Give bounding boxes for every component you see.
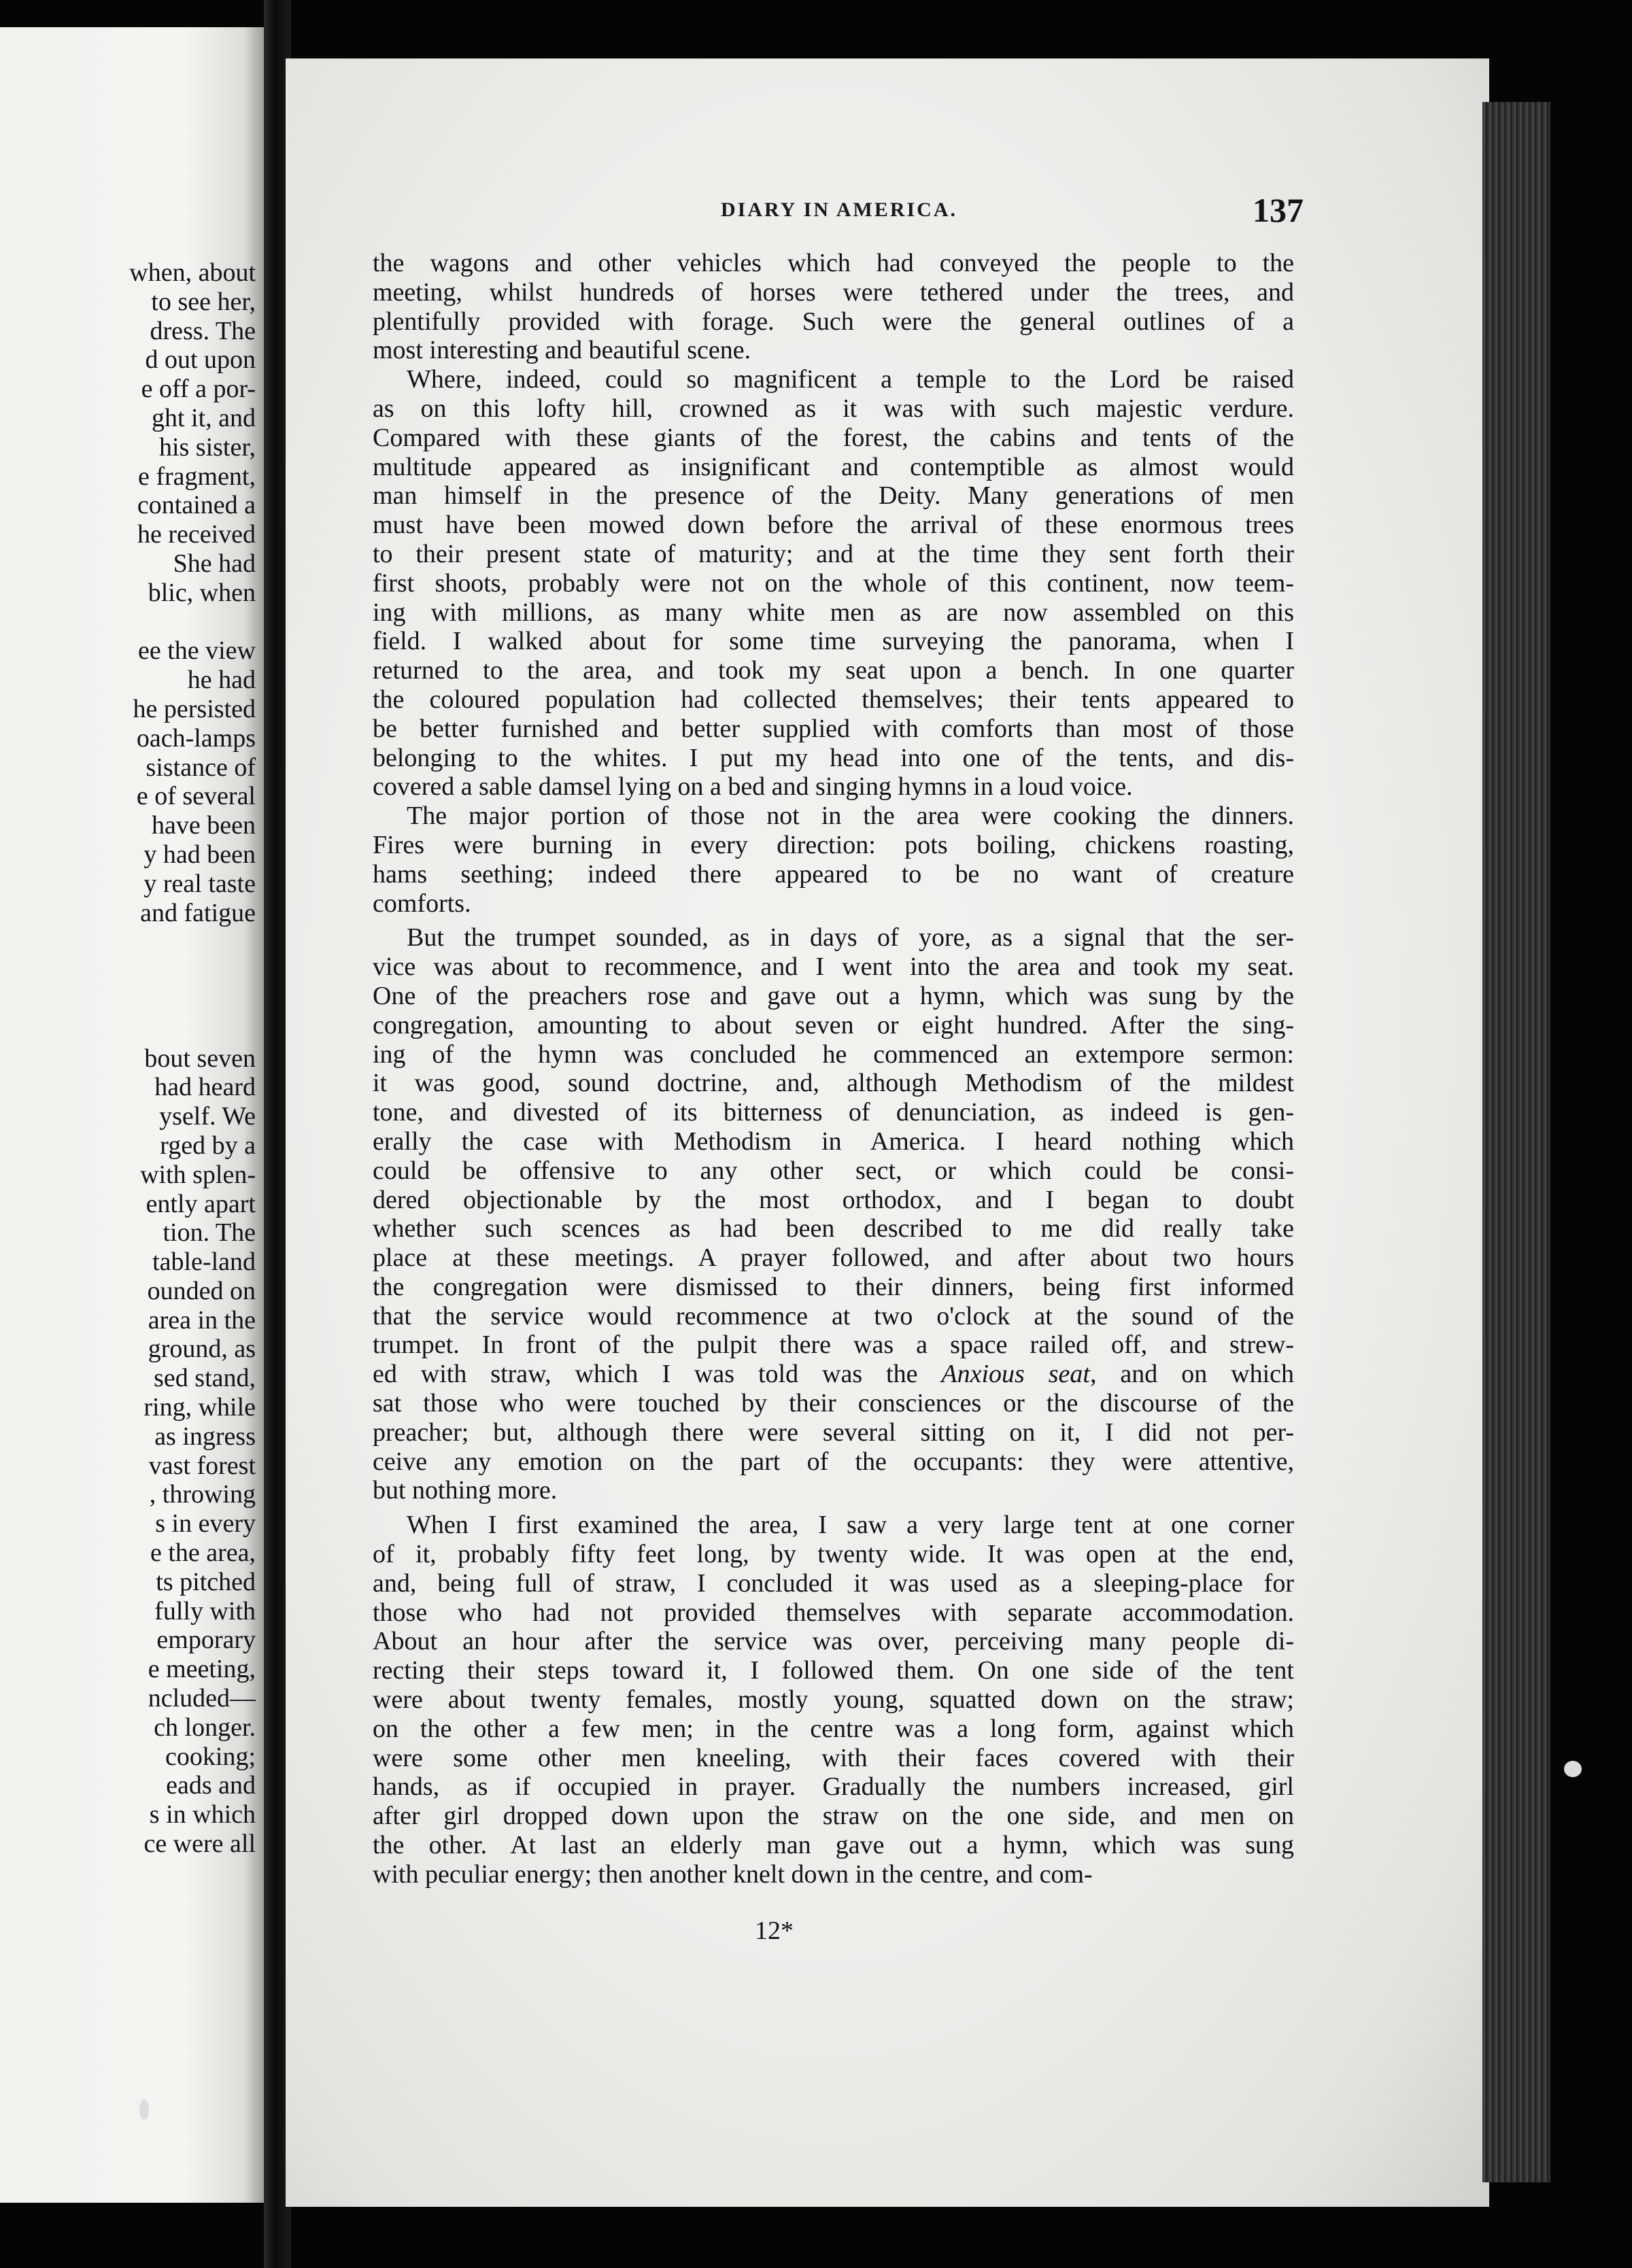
text-line: the other. At last an elderly man gave out a hymn, which was sung (373, 1831, 1294, 1860)
text-line: of it, probably fifty feet long, by twenty wide. It was open at the end, (373, 1540, 1294, 1569)
left-page-line: cooking; (165, 1742, 256, 1771)
left-page-line: eads and (166, 1771, 256, 1800)
left-page-line: table-land (152, 1248, 256, 1277)
left-page-line (0, 986, 256, 1015)
left-page-line (0, 608, 256, 637)
left-page-line: e off a por- (141, 375, 256, 404)
text-line: When I first examined the area, I saw a very large tent at one corner (407, 1511, 1294, 1540)
left-page-line: ce were all (143, 1829, 256, 1859)
text-line: that the service would recommence at two o'clock at the sound of the (373, 1301, 1294, 1330)
text-line: on the other a few men; in the centre was a long form, against which (373, 1714, 1294, 1743)
page-edges (1482, 102, 1550, 2182)
left-page-line: dress. The (150, 316, 256, 345)
text-line: vice was about to recommence, and I went into the area and took my seat. (373, 952, 1294, 982)
left-page-line (0, 1015, 256, 1044)
text-line: man himself in the presence of the Deity. Many generations of men (373, 481, 1294, 511)
text-line: field. I walked about for some time surveying the panorama, when I (373, 627, 1294, 656)
text-line: hands, as if occupied in prayer. Gradually the numbers increased, girl (373, 1772, 1294, 1802)
left-page-line: as ingress (154, 1422, 256, 1451)
text-line: hams seething; indeed there appeared to be no want of creature (373, 859, 1294, 889)
text-line: the wagons and other vehicles which had conveyed the people to the (373, 249, 1294, 277)
text-line: plentifully provided with forage. Such were the general outlines of a (373, 307, 1294, 336)
text-line: with peculiar energy; then another knelt down in the centre, and com- (373, 1859, 1093, 1889)
text-line: meeting, whilst hundreds of horses were tethered under the trees, and (373, 277, 1294, 307)
text-line: Fires were burning in every direction: pots boiling, chickens roasting, (373, 830, 1294, 859)
text-line: comforts. (373, 889, 471, 918)
left-page-line: ght it, and (151, 403, 256, 432)
left-page-line: She had (173, 549, 256, 578)
text-line: ing of the hymn was concluded he commenced an extempore sermon: (373, 1040, 1294, 1069)
left-page-text (0, 258, 256, 1859)
left-page-line: ground, as (148, 1335, 256, 1364)
left-page-line: y had been (143, 840, 256, 869)
text-line: sat those who were touched by their consciences or the discourse of the (373, 1389, 1294, 1418)
text-line: dered objectionable by the most orthodox, and I began to doubt (373, 1185, 1294, 1214)
text-line: be better furnished and better supplied with comforts than most of those (373, 714, 1294, 743)
left-page-line: s in every (155, 1509, 256, 1539)
left-page-line: ts pitched (156, 1567, 256, 1596)
text-line: recting their steps toward it, I followed them. On one side of the tent (373, 1656, 1294, 1685)
text-line: it was good, sound doctrine, and, although Methodism of the mildest (373, 1069, 1294, 1098)
text-line: About an hour after the service was over, perceiving many people di- (373, 1627, 1294, 1656)
left-page-line: e fragment, (137, 462, 256, 491)
left-page-line: rged by a (160, 1131, 256, 1160)
left-page-line: y real taste (143, 869, 256, 898)
left-page-line: , throwing (149, 1480, 256, 1509)
text-line: could be offensive to any other sect, or which could be consi- (373, 1156, 1294, 1185)
text-line: most interesting and beautiful scene. (373, 336, 751, 365)
left-page-line: emporary (156, 1626, 256, 1655)
text-line: as on this lofty hill, crowned as it was with such majestic verdure. (373, 394, 1294, 423)
left-facing-page (0, 27, 265, 2203)
text-line: ed with straw, which I was told was the Anxious seat, and on which (373, 1360, 1294, 1389)
left-page-line: sed stand, (154, 1364, 256, 1393)
text-line: multitude appeared as insignificant and contemptible as almost would (373, 452, 1294, 481)
left-page-line: s in which (149, 1800, 256, 1829)
left-page-line: oach-lamps (136, 723, 256, 753)
signature-mark: 12* (755, 1917, 794, 1945)
text-line: belonging to the whites. I put my head into one of the tents, and dis- (373, 743, 1294, 772)
left-page-line: yself. We (159, 1102, 256, 1131)
italic-term: Anxious seat (941, 1360, 1090, 1389)
text-line: ing with millions, as many white men as are now assembled on this (373, 598, 1294, 627)
left-page-line: area in the (148, 1305, 256, 1335)
left-page-line (0, 927, 256, 957)
text-line: first shoots, probably were not on the whole of this continent, now teem- (373, 568, 1294, 598)
text-line: after girl dropped down upon the straw on the one side, and men on (373, 1802, 1294, 1831)
text-line: and, being full of straw, I concluded it was used as a sleeping-place for (373, 1568, 1294, 1598)
text-line: those who had not provided themselves with separate accommodation. (373, 1598, 1294, 1627)
left-page-line: to see her, (151, 287, 256, 316)
left-page-line: d out upon (145, 345, 256, 375)
text-line: covered a sable damsel lying on a bed and singing hymns in a loud voice. (373, 772, 1133, 802)
text-line: congregation, amounting to about seven or eight hundred. After the sing- (373, 1010, 1294, 1040)
left-page-line: had heard (154, 1073, 256, 1102)
page-number: 137 (1253, 191, 1304, 229)
text-line: were some other men kneeling, with their faces covered with their (373, 1743, 1294, 1772)
left-page-line: he persisted (133, 694, 256, 723)
left-page-line: he received (137, 520, 256, 549)
text-line: but nothing more. (373, 1476, 558, 1505)
text-line: ceive any emotion on the part of the occupants: they were attentive, (373, 1447, 1294, 1476)
left-page-line: ch longer. (154, 1713, 256, 1742)
running-head: DIARY IN AMERICA. (721, 199, 958, 221)
text-line: the congregation were dismissed to their dinners, being first informed (373, 1272, 1294, 1301)
text-line: the coloured population had collected themselves; their tents appeared to (373, 685, 1294, 714)
text-line: But the trumpet sounded, as in days of yore, as a signal that the ser- (407, 923, 1294, 952)
left-page-line: ently apart (146, 1189, 256, 1218)
left-page-line: he had (187, 666, 256, 695)
left-page-line: ee the view (137, 636, 256, 666)
left-page-line: contained a (137, 491, 256, 520)
left-page-line: blic, when (148, 578, 256, 607)
body-text (373, 249, 1294, 1889)
text-line: The major portion of those not in the area were cooking the dinners. (407, 802, 1294, 831)
text-line: preacher; but, although there were several sitting on it, I did not per- (373, 1418, 1294, 1447)
text-line: trumpet. In front of the pulpit there was a space railed off, and strew- (373, 1330, 1294, 1360)
text-line: One of the preachers rose and gave out a hymn, which was sung by the (373, 981, 1294, 1010)
left-page-line: e the area, (150, 1539, 256, 1568)
text-line: to their present state of maturity; and at the time they sent forth their (373, 539, 1294, 568)
text-line: Where, indeed, could so magnificent a temple to the Lord be raised (407, 365, 1294, 394)
left-page-line: sistance of (146, 753, 256, 782)
text-line: place at these meetings. A prayer followed, and after about two hours (373, 1243, 1294, 1273)
left-page-line: tion. The (163, 1218, 256, 1248)
text-line: erally the case with Methodism in America. I heard nothing which (373, 1127, 1294, 1156)
left-page-line: bout seven (144, 1044, 256, 1073)
left-page-line: with splen- (140, 1160, 256, 1189)
text-line: tone, and divested of its bitterness of denunciation, as indeed is gen- (373, 1098, 1294, 1127)
left-page-line: ncluded— (148, 1684, 256, 1713)
text-line: must have been mowed down before the arrival of these enormous trees (373, 511, 1294, 540)
text-line: were about twenty females, mostly young, squatted down on the straw; (373, 1685, 1294, 1715)
left-page-line (0, 957, 256, 986)
text-line: returned to the area, and took my seat upon a bench. In one quarter (373, 656, 1294, 685)
scan-speck (1564, 1761, 1582, 1777)
left-page-line: ounded on (147, 1276, 256, 1305)
scan-speck (139, 2099, 149, 2120)
text-line: Compared with these giants of the forest, the cabins and tents of the (373, 423, 1294, 452)
left-page-line: and fatigue (140, 898, 256, 927)
left-page-line: ring, while (143, 1393, 256, 1422)
text-line: whether such scences as had been described to me did really take (373, 1214, 1294, 1243)
left-page-line: vast forest (148, 1451, 256, 1480)
left-page-line: e of several (136, 782, 256, 811)
left-page-line: have been (152, 811, 256, 840)
left-page-line: when, about (129, 258, 256, 287)
left-page-line: his sister, (158, 432, 256, 462)
left-page-line: e meeting, (148, 1655, 256, 1684)
left-page-line: fully with (154, 1596, 256, 1626)
